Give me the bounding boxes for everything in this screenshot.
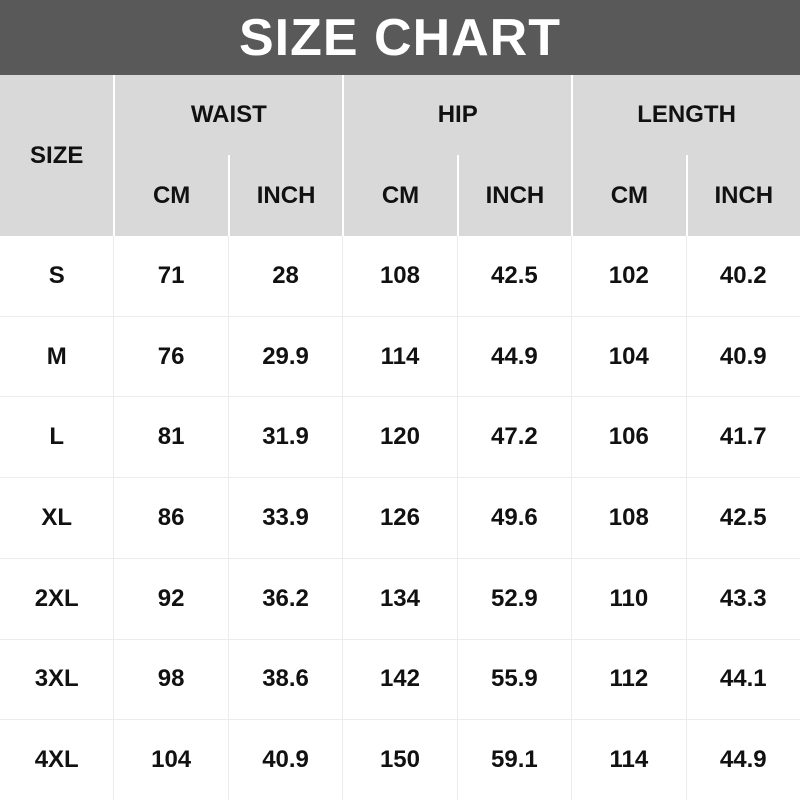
measurement-value: 55.9 [457,640,571,720]
column-header-hip-inch: INCH [457,155,571,236]
measurement-value: 44.9 [457,317,571,397]
table-row [0,558,800,639]
column-group-length [571,75,800,236]
group-label-waist: WAIST [190,101,267,128]
measurement-value: 42.5 [686,478,800,558]
measurement-value: 44.1 [686,640,800,720]
measurement-value: 106 [571,397,685,477]
group-label-length: LENGTH [637,101,736,128]
row-size-label: L [49,423,65,451]
measurement-value: 40.9 [686,317,800,397]
measurement-value: 59.1 [457,720,571,800]
group-label-hip: HIP [437,101,478,128]
measurement-value: 134 [342,559,456,639]
measurement-value: 38.6 [228,640,342,720]
measurement-value: 98 [113,640,227,720]
measurement-value: 47.2 [457,397,571,477]
measurement-value: 40.9 [228,720,342,800]
row-size-label: 3XL [34,665,79,693]
column-header-length-inch: INCH [686,155,800,236]
measurement-value: 86 [113,478,227,558]
table-row [0,719,800,800]
measurement-value: 42.5 [457,236,571,316]
measurement-value: 28 [228,236,342,316]
measurement-value: 112 [571,640,685,720]
measurement-value: 81 [113,397,227,477]
row-size-label: 4XL [34,746,79,774]
measurement-value: 29.9 [228,317,342,397]
measurement-value: 110 [571,559,685,639]
row-size-label: S [48,261,65,289]
table-row [0,639,800,720]
measurement-value: 40.2 [686,236,800,316]
measurement-value: 126 [342,478,456,558]
measurement-value: 33.9 [228,478,342,558]
measurement-value: 150 [342,720,456,800]
table-row [0,477,800,558]
row-size-label: M [46,342,67,370]
measurement-value: 120 [342,397,456,477]
measurement-value: 108 [342,236,456,316]
measurement-value: 76 [113,317,227,397]
table-row [0,236,800,316]
measurement-value: 71 [113,236,227,316]
measurement-value: 52.9 [457,559,571,639]
row-size-label: XL [41,504,73,532]
measurement-value: 104 [113,720,227,800]
column-header-hip-cm: CM [381,181,420,209]
sub-header-row [344,155,571,236]
measurement-value: 108 [571,478,685,558]
table-body [0,236,800,800]
page-title: SIZE CHART [239,8,561,67]
measurement-value: 92 [113,559,227,639]
measurement-value: 102 [571,236,685,316]
table-row [0,316,800,397]
measurement-value: 104 [571,317,685,397]
column-header-waist-cm: CM [152,181,191,209]
measurement-value: 44.9 [686,720,800,800]
measurement-value: 49.6 [457,478,571,558]
column-header-length-cm: CM [610,181,649,209]
row-size-label: 2XL [34,584,79,612]
measurement-value: 142 [342,640,456,720]
measurement-value: 36.2 [228,559,342,639]
column-group-hip [342,75,571,236]
sub-header-row [115,155,342,236]
measurement-value: 43.3 [686,559,800,639]
column-header-waist-inch: INCH [228,155,342,236]
table-row [0,396,800,477]
sub-header-row [573,155,800,236]
column-header-size: SIZE [30,141,84,169]
measurement-value: 114 [342,317,456,397]
measurement-value: 31.9 [228,397,342,477]
table-header [0,75,800,236]
measurement-value: 114 [571,720,685,800]
title-bar [0,0,800,75]
measurement-value: 41.7 [686,397,800,477]
column-group-waist [113,75,342,236]
